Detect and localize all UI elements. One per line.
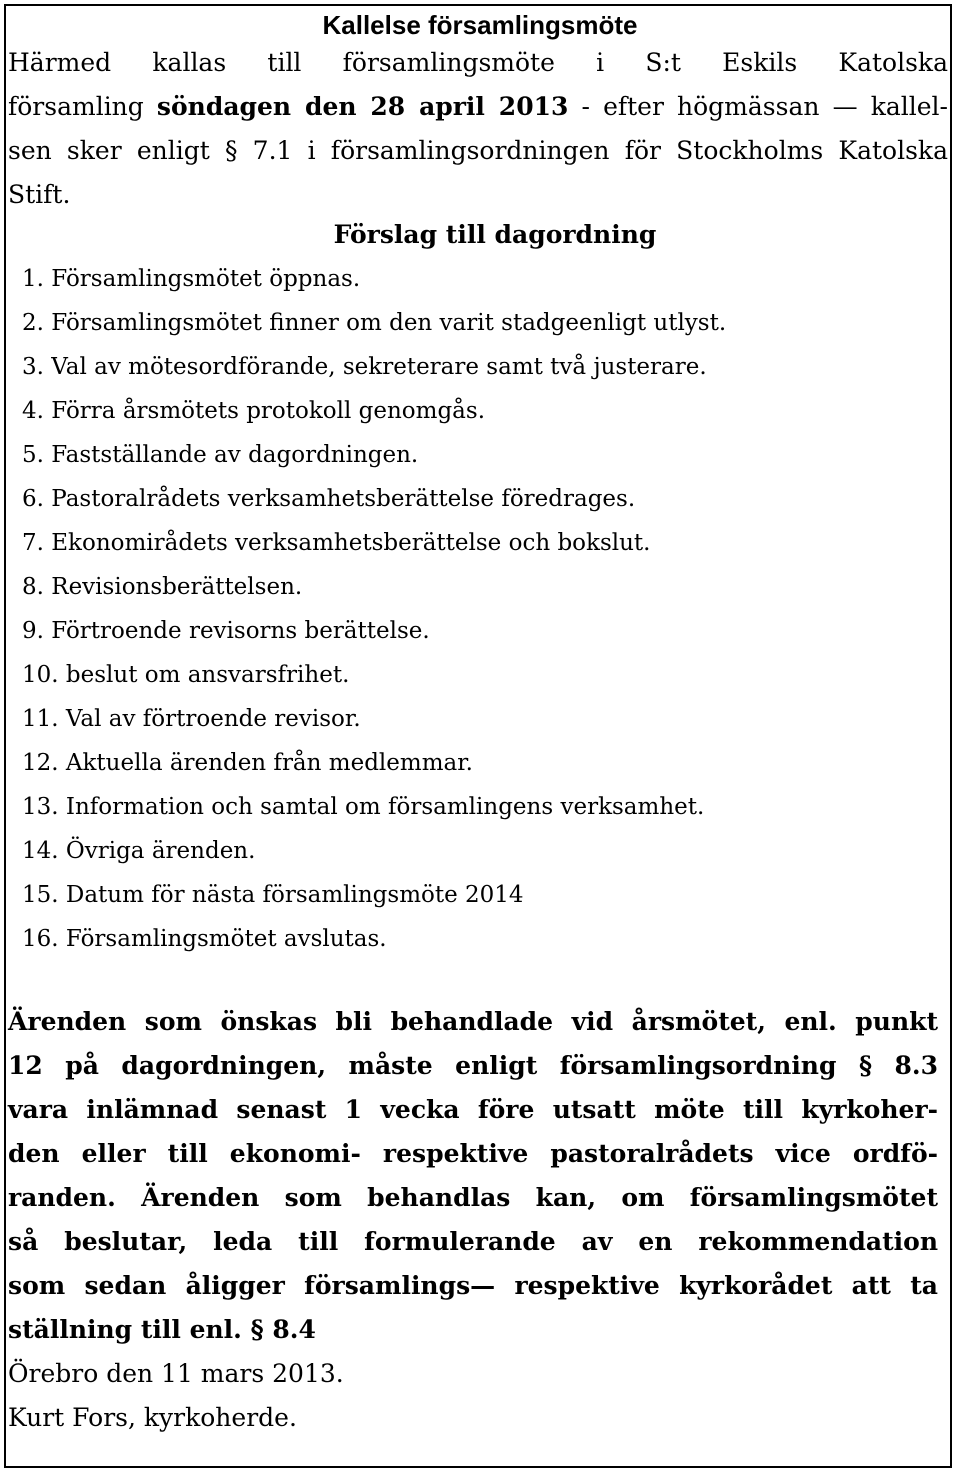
notice-line: Ärenden som önskas bli behandlade vid årsmötet, enl. punkt: [8, 1007, 938, 1036]
agenda-item: 2. Församlingsmötet finner om den varit stadgeenligt utlyst.: [22, 310, 727, 336]
notice-line: ställning till enl. § 8.4: [8, 1315, 316, 1344]
intro-line-4: Stift.: [8, 180, 71, 209]
notice-line: så beslutar, leda till formulerande av en rekommendation: [8, 1227, 938, 1256]
place-and-date: Örebro den 11 mars 2013.: [8, 1359, 344, 1388]
agenda-item: 3. Val av mötesordförande, sekreterare samt två justerare.: [22, 354, 707, 380]
intro-line-2: [8, 85, 948, 129]
agenda-item: 10. beslut om ansvarsfrihet.: [22, 662, 350, 688]
agenda-item: 11. Val av förtroende revisor.: [22, 706, 361, 732]
agenda-item: 1. Församlingsmötet öppnas.: [22, 266, 361, 292]
agenda-list: [22, 257, 942, 961]
agenda-item: 6. Pastoralrådets verksamhetsberättelse föredrages.: [22, 486, 636, 512]
notice-line: randen. Ärenden som behandlas kan, om församlingsmötet: [8, 1183, 938, 1212]
intro-line-3: sen sker enligt § 7.1 i församlingsordningen för Stockholms Katolska: [8, 136, 948, 165]
intro-line-2-start: församling: [8, 92, 157, 121]
intro-paragraph: [8, 41, 948, 217]
agenda-item: 13. Information och samtal om församlingens verksamhet.: [22, 794, 705, 820]
intro-line-1: Härmed kallas till församlingsmöte i S:t Eskils Katolska: [8, 48, 948, 77]
agenda-item: 4. Förra årsmötets protokoll genomgås.: [22, 398, 486, 424]
meeting-date: söndagen den 28 april 2013: [156, 92, 569, 121]
agenda-item: 12. Aktuella ärenden från medlemmar.: [22, 750, 473, 776]
agenda-item: 15. Datum för nästa församlingsmöte 2014: [22, 882, 524, 908]
agenda-item: 16. Församlingsmötet avslutas.: [22, 926, 387, 952]
agenda-heading: Förslag till dagordning: [333, 220, 657, 249]
agenda-item: 5. Fastställande av dagordningen.: [22, 442, 419, 468]
agenda-item: 14. Övriga ärenden.: [22, 838, 256, 864]
notice-line: som sedan åligger församlings— respektive kyrkorådet att ta: [8, 1271, 938, 1300]
intro-line-2-end: - efter högmässan — kallel-: [568, 92, 948, 121]
notice-line: den eller till ekonomi- respektive pastoralrådets vice ordfö-: [8, 1139, 938, 1168]
closing-block: [8, 1352, 938, 1440]
agenda-item: 7. Ekonomirådets verksamhetsberättelse och bokslut.: [22, 530, 651, 556]
notice-line: 12 på dagordningen, måste enligt församlingsordning § 8.3: [8, 1051, 938, 1080]
agenda-item: 8. Revisionsberättelsen.: [22, 574, 303, 600]
notice-line: vara inlämnad senast 1 vecka före utsatt möte till kyrkoher-: [8, 1095, 938, 1124]
signature: Kurt Fors, kyrkoherde.: [8, 1403, 297, 1432]
agenda-item: 9. Förtroende revisorns berättelse.: [22, 618, 430, 644]
document-title: Kallelse församlingsmöte: [322, 10, 638, 40]
notice-paragraph: [8, 1000, 938, 1352]
